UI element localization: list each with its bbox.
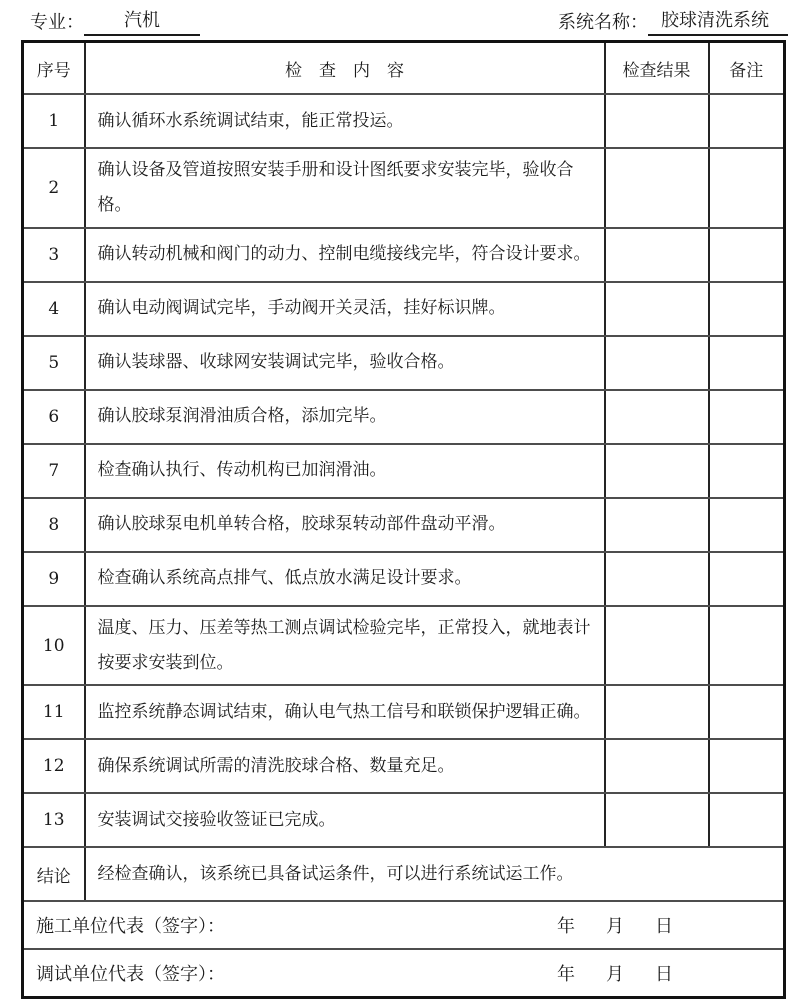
row-index: 4 <box>23 282 85 336</box>
row-index: 3 <box>23 228 85 282</box>
remark-cell <box>709 444 785 498</box>
row-content: 温度、压力、压差等热工测点调试检验完毕，正常投入，就地表计按要求安装到位。 <box>85 606 605 686</box>
row-content: 确认转动机械和阀门的动力、控制电缆接线完毕，符合设计要求。 <box>85 228 605 282</box>
row-content: 安装调试交接验收签证已完成。 <box>85 793 605 847</box>
table-header-row <box>23 42 785 95</box>
result-cell <box>605 148 709 228</box>
result-cell <box>605 228 709 282</box>
commissioning-date-group <box>557 960 673 986</box>
result-cell <box>605 336 709 390</box>
commissioning-signature-cell <box>23 949 785 998</box>
header-content: 检 查 内 容 <box>85 42 605 95</box>
year-label: 年 <box>557 964 575 986</box>
construction-signature-label: 施工单位代表（签字）： <box>36 916 225 938</box>
row-index: 13 <box>23 793 85 847</box>
table-row <box>23 282 785 336</box>
remark-cell <box>709 336 785 390</box>
row-index: 8 <box>23 498 85 552</box>
result-cell <box>605 685 709 739</box>
row-index: 7 <box>23 444 85 498</box>
profession-field <box>30 6 200 36</box>
table-row <box>23 444 785 498</box>
table-row <box>23 552 785 606</box>
remark-cell <box>709 282 785 336</box>
table-row <box>23 336 785 390</box>
system-name-label: 系统名称： <box>558 12 648 33</box>
remark-cell <box>709 685 785 739</box>
conclusion-content: 经检查确认，该系统已具备试运条件，可以进行系统试运工作。 <box>85 847 785 901</box>
conclusion-label: 结论 <box>23 847 85 901</box>
remark-cell <box>709 552 785 606</box>
row-index: 1 <box>23 94 85 148</box>
header-result: 检查结果 <box>605 42 709 95</box>
result-cell <box>605 606 709 686</box>
row-content: 确认设备及管道按照安装手册和设计图纸要求安装完毕，验收合格。 <box>85 148 605 228</box>
top-field-bar <box>0 0 788 38</box>
result-cell <box>605 94 709 148</box>
month-label: 月 <box>606 964 624 986</box>
table-row <box>23 390 785 444</box>
result-cell <box>605 390 709 444</box>
result-cell <box>605 552 709 606</box>
remark-cell <box>709 739 785 793</box>
row-content: 确保系统调试所需的清洗胶球合格、数量充足。 <box>85 739 605 793</box>
row-index: 11 <box>23 685 85 739</box>
row-content: 确认装球器、收球网安装调试完毕，验收合格。 <box>85 336 605 390</box>
table-row <box>23 498 785 552</box>
remark-cell <box>709 228 785 282</box>
day-label: 日 <box>655 916 673 938</box>
month-label: 月 <box>606 916 624 938</box>
inspection-checklist-table <box>21 40 786 999</box>
table-row <box>23 685 785 739</box>
result-cell <box>605 282 709 336</box>
year-label: 年 <box>557 916 575 938</box>
header-remark: 备注 <box>709 42 785 95</box>
row-index: 2 <box>23 148 85 228</box>
construction-signature-row <box>23 901 785 949</box>
remark-cell <box>709 390 785 444</box>
row-index: 5 <box>23 336 85 390</box>
row-index: 9 <box>23 552 85 606</box>
result-cell <box>605 498 709 552</box>
row-content: 确认胶球泵润滑油质合格，添加完毕。 <box>85 390 605 444</box>
system-name-field <box>558 6 788 36</box>
table-row <box>23 739 785 793</box>
table-row <box>23 148 785 228</box>
remark-cell <box>709 606 785 686</box>
row-content: 检查确认执行、传动机构已加润滑油。 <box>85 444 605 498</box>
commissioning-signature-label: 调试单位代表（签字）： <box>36 964 225 986</box>
table-row <box>23 94 785 148</box>
remark-cell <box>709 94 785 148</box>
commissioning-signature-row <box>23 949 785 998</box>
day-label: 日 <box>655 964 673 986</box>
table-row <box>23 228 785 282</box>
profession-label: 专业： <box>30 12 84 33</box>
row-content: 检查确认系统高点排气、低点放水满足设计要求。 <box>85 552 605 606</box>
construction-signature-cell <box>23 901 785 949</box>
profession-value: 汽机 <box>84 6 200 36</box>
result-cell <box>605 793 709 847</box>
row-index: 12 <box>23 739 85 793</box>
result-cell <box>605 739 709 793</box>
table-row <box>23 793 785 847</box>
construction-date-group <box>557 912 673 938</box>
system-name-value: 胶球清洗系统 <box>648 6 788 36</box>
row-content: 确认循环水系统调试结束，能正常投运。 <box>85 94 605 148</box>
remark-cell <box>709 793 785 847</box>
remark-cell <box>709 498 785 552</box>
result-cell <box>605 444 709 498</box>
row-index: 6 <box>23 390 85 444</box>
row-index: 10 <box>23 606 85 686</box>
table-row <box>23 606 785 686</box>
conclusion-row <box>23 847 785 901</box>
remark-cell <box>709 148 785 228</box>
row-content: 监控系统静态调试结束，确认电气热工信号和联锁保护逻辑正确。 <box>85 685 605 739</box>
header-index: 序号 <box>23 42 85 95</box>
row-content: 确认电动阀调试完毕，手动阀开关灵活，挂好标识牌。 <box>85 282 605 336</box>
row-content: 确认胶球泵电机单转合格，胶球泵转动部件盘动平滑。 <box>85 498 605 552</box>
